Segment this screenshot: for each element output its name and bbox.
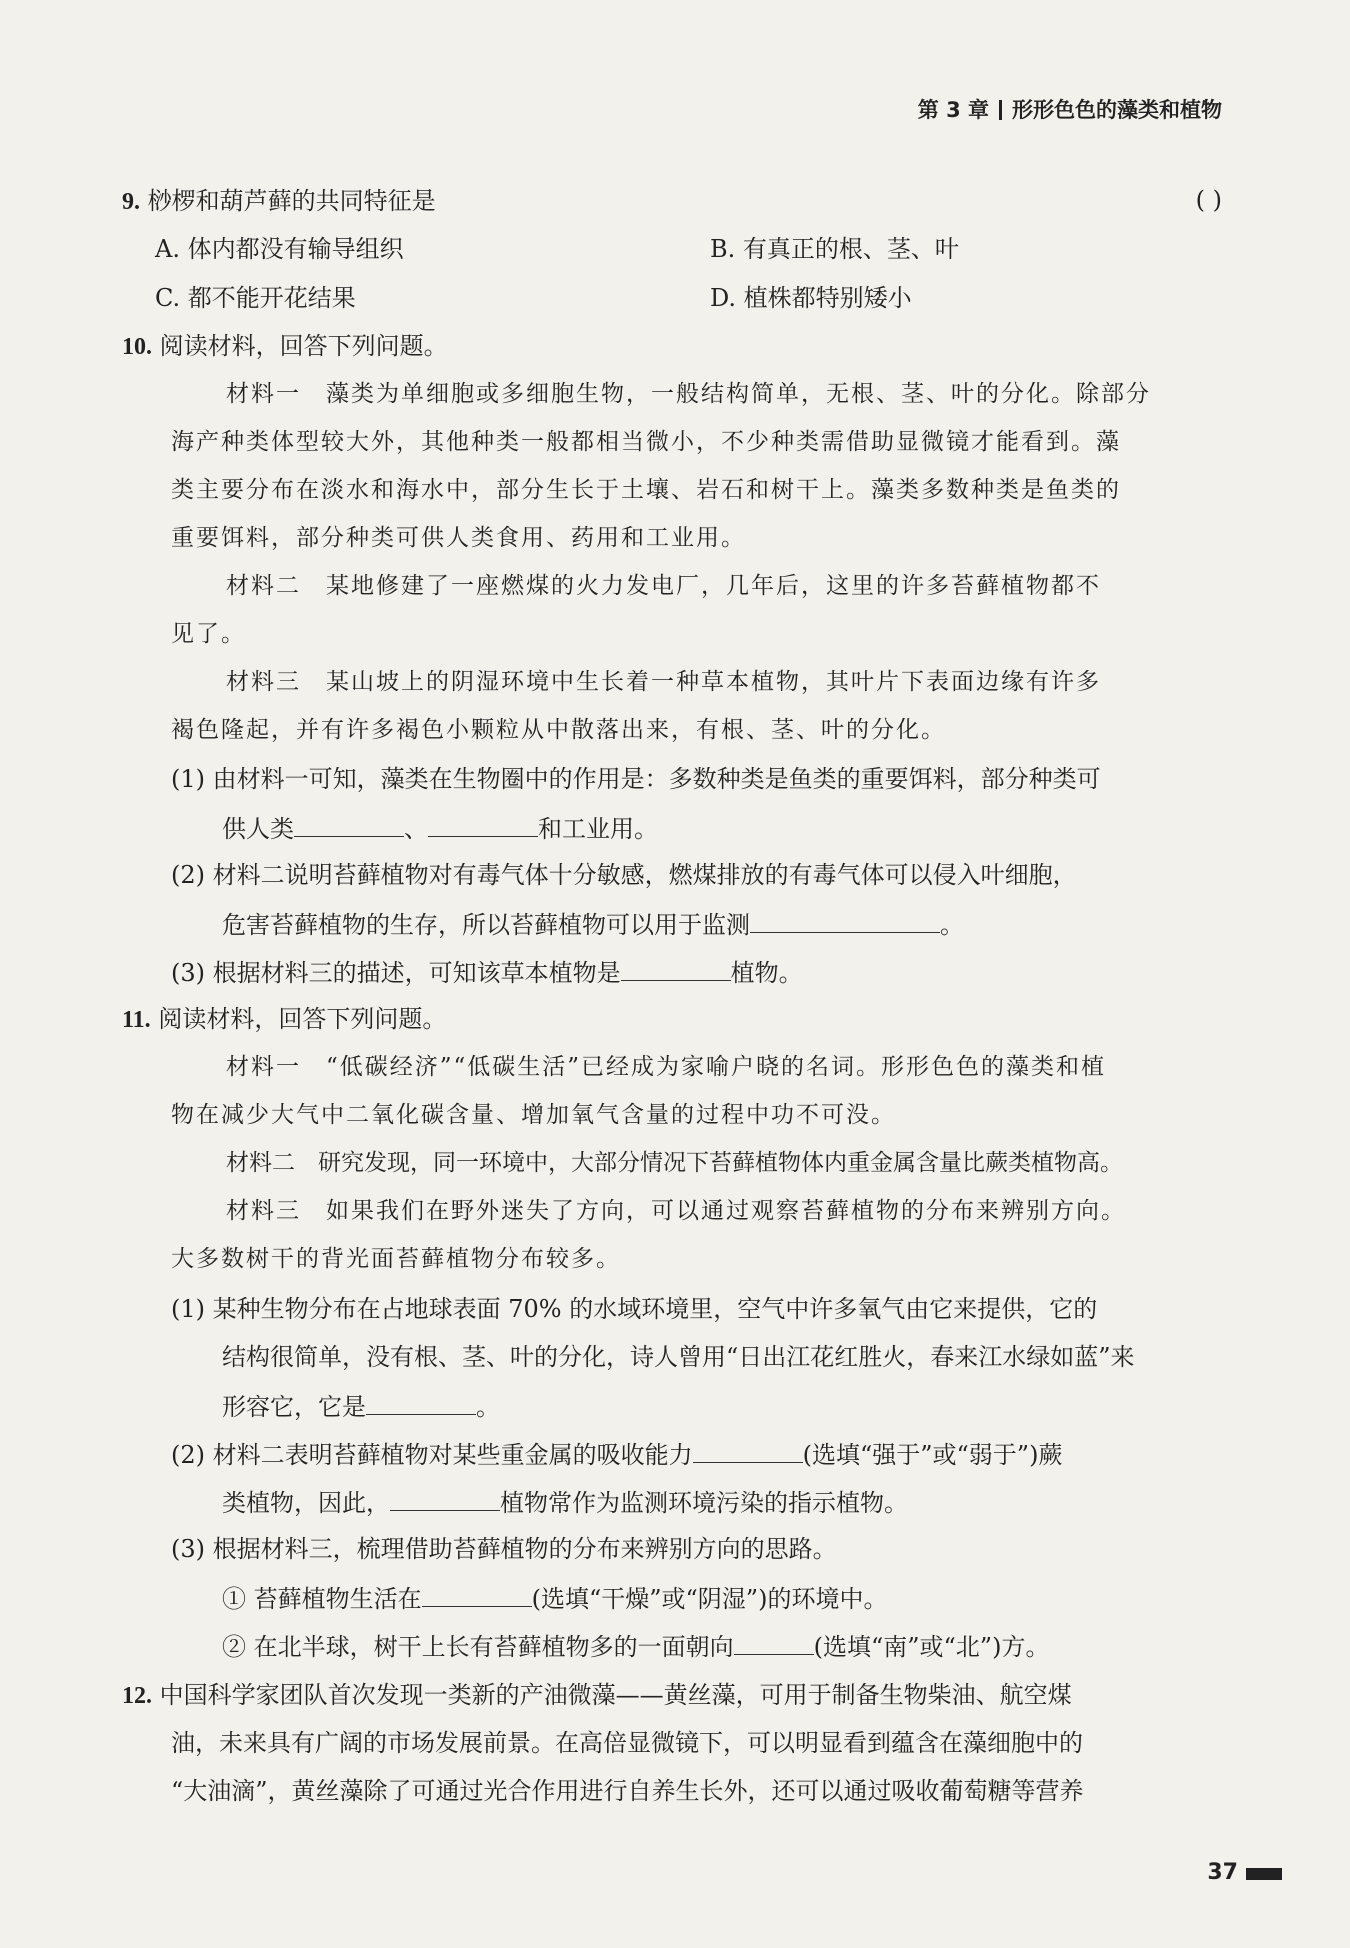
q10-sub3-text: (3) 根据材料三的描述，可知该草本植物是 <box>171 959 621 987</box>
header-separator <box>999 100 1002 120</box>
q11-sub3-text: (选填“南”或“北”)方。 <box>813 1633 1050 1661</box>
q10-sub2-text: 危害苔藓植物的生存，所以苔藓植物可以用于监测 <box>222 911 750 939</box>
q10-sub1-text: 、 <box>404 815 428 843</box>
q10-material2-line: 材料二 某地修建了一座燃煤的火力发电厂，几年后，这里的许多苔藓植物都不 <box>226 573 1101 599</box>
q12-number: 12. <box>122 1683 152 1709</box>
q10-sub3-line <box>171 956 803 988</box>
q11-material1-line: 材料一 “低碳经济”“低碳生活”已经成为家喻户晓的名词。形形色色的藻类和植 <box>226 1054 1107 1080</box>
q11-sub3-item2 <box>222 1630 1049 1662</box>
q10-sub2-blank[interactable] <box>750 908 940 933</box>
q11-sub3-blank-2[interactable] <box>734 1630 814 1655</box>
q11-sub3-line: (3) 根据材料三，梳理借助苔藓植物的分布来辨别方向的思路。 <box>171 1535 837 1563</box>
q11-material2-line: 材料二 研究发现，同一环境中，大部分情况下苔藓植物体内重金属含量比蕨类植物高。 <box>226 1150 1123 1176</box>
q11-sub2-text: 类植物，因此， <box>222 1489 390 1517</box>
chapter-title: 形形色色的藻类和植物 <box>1012 98 1222 122</box>
q11-stem: 阅读材料，回答下列问题。 <box>158 1005 447 1033</box>
q11-sub2-blank-1[interactable] <box>693 1438 803 1463</box>
q10-material1-line: 重要饵料，部分种类可供人类食用、药用和工业用。 <box>171 525 746 551</box>
q12-line1 <box>122 1680 1072 1711</box>
q11-sub1-line3 <box>222 1390 500 1422</box>
q10-sub1-line: (1) 由材料一可知，藻类在生物圈中的作用是：多数种类是鱼类的重要饵料，部分种类可 <box>171 765 1101 793</box>
q10-sub3-blank[interactable] <box>621 956 731 981</box>
q9-answer-paren: ( ) <box>1195 186 1222 214</box>
q11-sub2-line2 <box>222 1486 908 1518</box>
q11-sub2-text: 植物常作为监测环境污染的指示植物。 <box>500 1489 908 1517</box>
q10-sub1-blank-1[interactable] <box>294 812 404 837</box>
q9-option-b: B. 有真正的根、茎、叶 <box>710 235 959 263</box>
q11-sub3-blank-1[interactable] <box>422 1582 532 1607</box>
q12-line2: 油，未来具有广阔的市场发展前景。在高倍显微镜下，可以明显看到蕴含在藻细胞中的 <box>171 1729 1083 1757</box>
q11-material3-line: 大多数树干的背光面苔藓植物分布较多。 <box>171 1246 621 1272</box>
q11-sub1-blank[interactable] <box>366 1390 476 1415</box>
q10-sub1-line2 <box>222 812 658 844</box>
q9-option-c: C. 都不能开花结果 <box>155 284 356 312</box>
q10-sub2-line2 <box>222 908 964 940</box>
q9-stem-line <box>122 186 436 217</box>
q10-sub2-line: (2) 材料二说明苔藓植物对有毒气体十分敏感，燃煤排放的有毒气体可以侵入叶细胞， <box>171 861 1077 889</box>
q10-material1-line: 海产种类体型较大外，其他种类一般都相当微小，不少种类需借助显微镜才能看到。藻 <box>171 429 1121 455</box>
q12-text: 中国科学家团队首次发现一类新的产油微藻——黄丝藻，可用于制备生物柴油、航空煤 <box>159 1681 1072 1709</box>
q11-sub1-text: 。 <box>476 1393 500 1421</box>
q10-sub2-text: 。 <box>940 911 964 939</box>
q9-stem: 桫椤和葫芦藓的共同特征是 <box>147 187 436 215</box>
q10-sub1-blank-2[interactable] <box>428 812 538 837</box>
q10-sub3-text: 植物。 <box>730 959 803 987</box>
q10-material3-line: 褐色隆起，并有许多褐色小颗粒从中散落出来，有根、茎、叶的分化。 <box>171 717 946 743</box>
q9-number: 9. <box>122 189 140 215</box>
q11-sub1-line: (1) 某种生物分布在占地球表面 70% 的水域环境里，空气中许多氧气由它来提供，它的 <box>171 1295 1098 1323</box>
q11-sub3-text: ① 苔藓植物生活在 <box>222 1585 422 1613</box>
chapter-header <box>918 94 1222 124</box>
q11-sub2-blank-2[interactable] <box>390 1486 500 1511</box>
page-number: 37 <box>1207 1860 1238 1885</box>
q10-number: 10. <box>122 334 152 360</box>
q11-material3-line: 材料三 如果我们在野外迷失了方向，可以通过观察苔藓植物的分布来辨别方向。 <box>226 1198 1126 1224</box>
q11-material1-line: 物在减少大气中二氧化碳含量、增加氧气含量的过程中功不可没。 <box>171 1102 896 1128</box>
q11-sub1-text: 形容它，它是 <box>222 1393 366 1421</box>
page-number-bar <box>1246 1868 1282 1880</box>
q10-material1-line: 材料一 藻类为单细胞或多细胞生物，一般结构简单，无根、茎、叶的分化。除部分 <box>226 381 1151 407</box>
q9-option-a: A. 体内都没有输导组织 <box>155 235 404 263</box>
q10-stem-line <box>122 331 448 362</box>
q11-sub3-item1 <box>222 1582 887 1614</box>
q11-stem-line <box>122 1004 446 1035</box>
q11-sub2-line <box>171 1438 1062 1470</box>
q11-sub3-text: ② 在北半球，树干上长有苔藓植物多的一面朝向 <box>222 1633 734 1661</box>
q11-sub2-text: (2) 材料二表明苔藓植物对某些重金属的吸收能力 <box>171 1441 693 1469</box>
q10-material1-line: 类主要分布在淡水和海水中，部分生长于土壤、岩石和树干上。藻类多数种类是鱼类的 <box>171 477 1121 503</box>
q11-number: 11. <box>122 1007 151 1033</box>
q10-sub1-text: 供人类 <box>222 815 294 843</box>
q10-sub1-text: 和工业用。 <box>538 815 658 843</box>
q9-option-d: D. 植株都特别矮小 <box>710 284 912 312</box>
q11-sub1-line: 结构很简单，没有根、茎、叶的分化，诗人曾用“日出江花红胜火，春来江水绿如蓝”来 <box>222 1343 1135 1371</box>
q10-stem: 阅读材料，回答下列问题。 <box>159 332 448 360</box>
q11-sub3-text: (选填“干燥”或“阴湿”)的环境中。 <box>531 1585 888 1613</box>
q11-sub2-text: (选填“强于”或“弱于”)蕨 <box>802 1441 1063 1469</box>
chapter-number: 第 3 章 <box>917 98 989 122</box>
q12-line3: “大油滴”，黄丝藻除了可通过光合作用进行自养生长外，还可以通过吸收葡萄糖等营养 <box>171 1777 1084 1805</box>
q10-material2-line: 见了。 <box>171 621 246 647</box>
q10-material3-line: 材料三 某山坡上的阴湿环境中生长着一种草本植物，其叶片下表面边缘有许多 <box>226 669 1101 695</box>
